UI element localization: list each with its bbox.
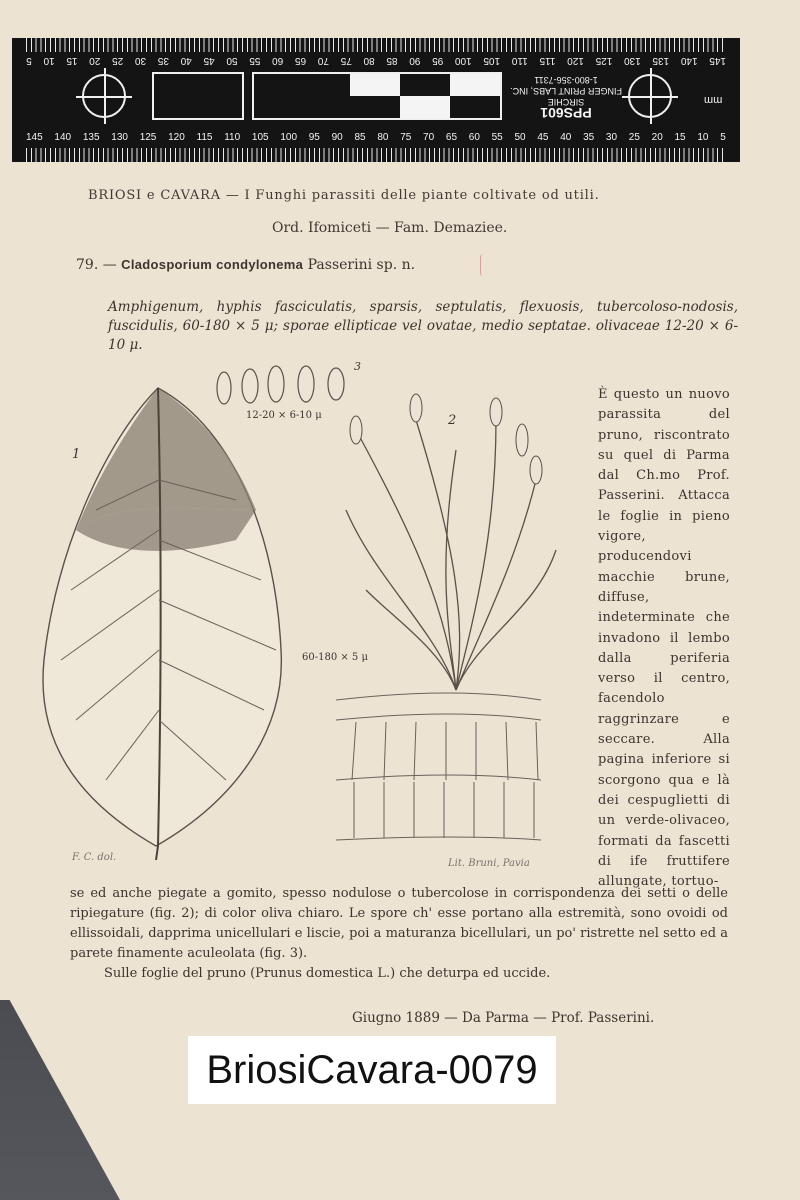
ruler-label: 140 <box>680 55 698 66</box>
ruler-label: 10 <box>43 55 55 66</box>
ruler-white-box <box>152 72 244 120</box>
ruler-company: FINGER PRINT LABS, INC. <box>510 86 622 96</box>
crosshair-icon <box>82 74 126 118</box>
ruler-label: 135 <box>82 132 100 143</box>
species-number: 79. — <box>76 257 117 273</box>
catalog-number-label: BriosiCavara-0079 <box>188 1036 556 1104</box>
ruler-label: 10 <box>697 132 709 143</box>
ruler-label: 55 <box>491 132 503 143</box>
ruler-label: 30 <box>134 55 147 66</box>
ruler-label: 125 <box>595 55 613 66</box>
ruler-numbers-top <box>26 52 726 66</box>
ruler-label: 100 <box>454 55 472 66</box>
running-title: BRIOSI e CAVARA — I Funghi parassiti delle piante coltivate od utili. <box>88 188 600 203</box>
species-heading <box>76 257 516 273</box>
ruler-label: 75 <box>400 132 412 143</box>
ruler-label: 55 <box>249 55 261 66</box>
ruler-label: 65 <box>294 55 307 66</box>
ruler-label: 65 <box>445 132 458 143</box>
host-line: Sulle foglie del pruno (Prunus domestica L.) che deturpa ed uccide. <box>104 966 551 981</box>
ruler-label: 125 <box>139 132 157 143</box>
ruler-label: 60 <box>468 132 480 143</box>
figure-number-2: 2 <box>448 413 457 428</box>
ruler-label: 45 <box>203 55 215 66</box>
description-column: È questo un nuovo parassita del pruno, riscontrato su quel di Parma dal Ch.mo Prof. Passerini. Attacca le foglie in pieno vigore, producendovi macchie brune, diffuse, indeterminate che invadono il lembo dalla periferia verso il centro, facendolo raggrinzare e seccare. Alla pagina inferiore si scorgono qua e là dei cespuglietti di un verde-olivaceo, formati da fascetti di ife fruttifere allungate, tortuo- <box>598 387 730 890</box>
illustration-plate <box>36 360 592 880</box>
ruler-label: 30 <box>605 132 618 143</box>
description-continuation <box>70 884 728 984</box>
ruler-label: 100 <box>280 132 298 143</box>
ruler-label: 80 <box>363 55 375 66</box>
ruler-label: 120 <box>567 55 584 66</box>
description-paragraph: se ed anche piegate a gomito, spesso nodulose o tubercolose in corrispondenza dei setti o delle ripiegature (fig. 2); di color oliva chiaro. Le spore ch' esse portano alla estremità, sono ovoidi od ellissoidali, dapprima unicellulari e liscie, poi a maturanza bicellulari, un po' ristrette nel setto ed a parete finamente aculeolata (fig. 3). <box>70 886 728 961</box>
ruler-label: 75 <box>340 55 352 66</box>
ruler-label: 105 <box>251 132 269 143</box>
ruler-label: 115 <box>196 132 213 143</box>
hyphae-drawing <box>346 420 556 690</box>
artist-signature: F. C. dol. <box>72 852 117 863</box>
ruler-label: 95 <box>308 132 320 143</box>
ruler-maker: SIRCHIE <box>547 97 585 107</box>
ruler-label: 5 <box>720 132 726 143</box>
ruler-label: 115 <box>539 55 556 66</box>
ruler-label: 95 <box>432 55 444 66</box>
ruler-label: 110 <box>511 55 528 66</box>
lithographer-signature: Lit. Bruni, Pavia <box>448 858 530 869</box>
ruler-label: 130 <box>624 55 641 66</box>
collection-date-line: Giugno 1889 — Da Parma — Prof. Passerini. <box>352 1010 655 1026</box>
species-name: Cladosporium condylonema <box>121 257 304 272</box>
scale-ruler <box>12 38 740 162</box>
ruler-label: 85 <box>354 132 366 143</box>
ruler-ticks-bottom <box>26 148 726 162</box>
hyphae-spores <box>350 394 542 484</box>
pencil-mark <box>480 254 487 276</box>
ruler-unit: mm <box>703 94 722 106</box>
ruler-label: 140 <box>54 132 72 143</box>
ruler-phone: 1-800-356-7311 <box>534 75 598 85</box>
ruler-label: 85 <box>386 55 398 66</box>
ruler-label: 70 <box>423 132 435 143</box>
figure-number-1: 1 <box>72 447 81 462</box>
ruler-label: 5 <box>26 55 32 66</box>
ruler-label: 40 <box>560 132 572 143</box>
ruler-ticks-top <box>26 38 726 52</box>
ruler-label: 50 <box>226 55 238 66</box>
ruler-label: 20 <box>89 55 101 66</box>
ruler-label: 20 <box>651 132 663 143</box>
ruler-label: 35 <box>583 132 595 143</box>
crosshair-icon <box>628 74 672 118</box>
ruler-label: 25 <box>628 132 640 143</box>
spore-size-label: 12-20 × 6-10 μ <box>246 410 322 421</box>
ruler-label: 45 <box>537 132 549 143</box>
ruler-label: 35 <box>157 55 169 66</box>
ruler-label: 110 <box>224 132 241 143</box>
hypha-size-label: 60-180 × 5 μ <box>302 652 368 663</box>
ruler-model: PPS601 <box>540 105 592 121</box>
ruler-label: 80 <box>377 132 389 143</box>
ruler-label: 130 <box>111 132 128 143</box>
ruler-label: 105 <box>483 55 501 66</box>
ruler-label: 145 <box>26 132 43 143</box>
species-author: Passerini sp. n. <box>307 257 416 273</box>
ruler-label: 15 <box>66 55 78 66</box>
latin-diagnosis: Amphigenum, hyphis fasciculatis, sparsis, septulatis, flexuosis, tubercoloso-nodosis, fuscidulis, 60-180 × 5 μ; sporae ellipticae vel ovatae, medio septatae. olivaceae 12-20 × 6-10 μ. <box>108 299 738 353</box>
ruler-label: 15 <box>674 132 686 143</box>
ruler-numbers-bottom <box>26 132 726 146</box>
classification: Ord. Ifomiceti — Fam. Demaziee. <box>272 220 508 236</box>
ruler-label: 50 <box>514 132 526 143</box>
ruler-label: 60 <box>272 55 284 66</box>
ruler-label: 90 <box>331 132 343 143</box>
figure-number-3: 3 <box>354 360 361 373</box>
ruler-brand <box>506 74 626 121</box>
ruler-label: 25 <box>112 55 124 66</box>
ruler-label: 135 <box>652 55 670 66</box>
spore-drawings <box>217 366 344 404</box>
ruler-label: 40 <box>180 55 192 66</box>
ruler-label: 145 <box>709 55 726 66</box>
ruler-label: 120 <box>168 132 185 143</box>
color-checker <box>350 74 500 118</box>
tissue-section <box>336 693 541 840</box>
ruler-label: 70 <box>317 55 329 66</box>
ruler-label: 90 <box>409 55 421 66</box>
